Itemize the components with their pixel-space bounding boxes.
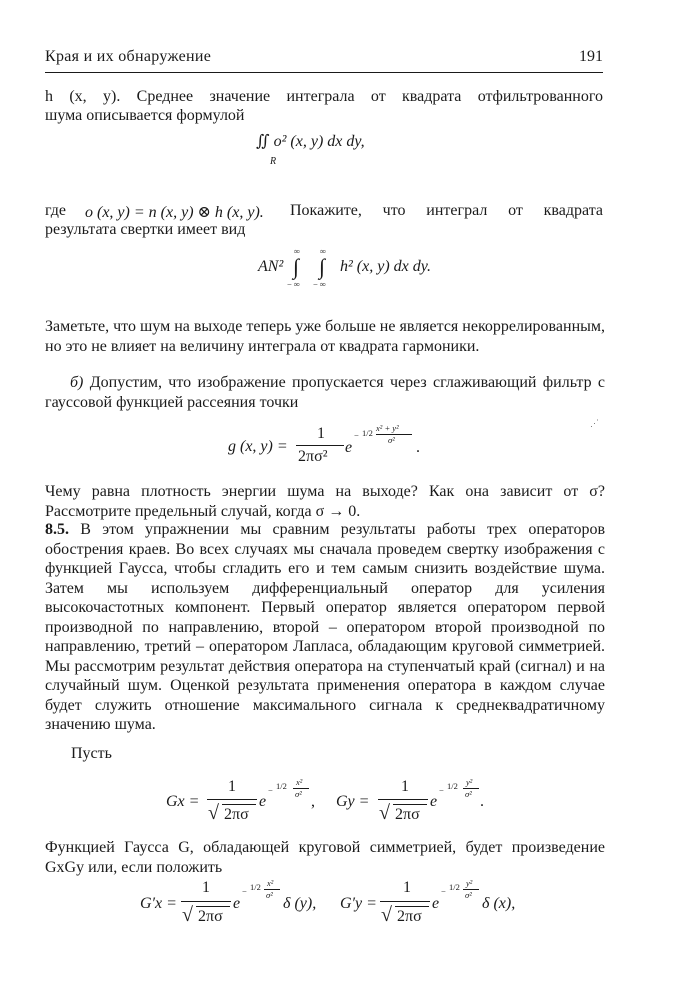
integral2-lower: − ∞: [313, 279, 326, 289]
g-exp-top: x² + y²: [376, 423, 399, 433]
gx-tail: ,: [311, 793, 315, 810]
gy-sqrt-bar: [393, 804, 427, 805]
gpy-tail: δ (x),: [482, 895, 516, 912]
g-denominator: 2πσ²: [298, 448, 328, 465]
integral2-upper: ∞: [320, 246, 327, 256]
formula-region-R: R: [270, 156, 277, 167]
gpy-exp-bottom: σ²: [465, 890, 472, 900]
gpx-numerator: 1: [202, 879, 210, 896]
gpy-exp-half: 1/2: [449, 882, 460, 892]
gpy-sqrt-sign: √: [381, 904, 392, 926]
gauss-paragraph: Функцией Гаусса G, обладающей круговой симметрией, будет произведение GxGy или, если положить: [45, 839, 605, 876]
gpy-e: e: [432, 895, 440, 912]
integral1-sign: ∫: [293, 254, 300, 279]
gpx-lhs: G′x =: [140, 895, 177, 912]
gx-sqrt-bar: [222, 804, 256, 805]
formula-AN2: AN²: [258, 258, 284, 275]
where-rest: Покажите, что интеграл от квадрата: [290, 202, 603, 219]
gpx-sqrt-bar: [196, 906, 230, 907]
g-exp-bottom: σ²: [388, 435, 395, 445]
gpy-exp-top: y²: [466, 878, 473, 888]
gy-sqrt-sign: √: [379, 802, 390, 824]
gx-e: e: [259, 793, 267, 810]
g-e: e: [345, 439, 353, 456]
header-rule: [45, 72, 603, 73]
gy-tail: .: [480, 793, 484, 810]
let-word: Пусть: [71, 745, 112, 762]
formula-h-squared: h² (x, y) dx dy.: [340, 258, 431, 275]
running-header: [45, 48, 603, 70]
where-prefix: где: [45, 202, 67, 219]
g-end: .: [416, 439, 420, 456]
page-number: 191: [579, 48, 603, 65]
gy-exp-bottom: σ²: [465, 789, 472, 799]
scan-speck: ⋰: [590, 418, 599, 428]
gpx-denominator: 2πσ: [198, 908, 223, 925]
gy-e: e: [430, 793, 438, 810]
gpx-fraction-bar: [181, 901, 231, 902]
result-line: результата свертки имеет вид: [45, 221, 246, 238]
g-exp-half: 1/2: [362, 428, 373, 438]
notice-paragraph: Заметьте, что шум на выходе теперь уже больше не является некоррелированным, но это не влияет на величину интеграла от квадрата гармоники.: [45, 318, 605, 355]
gpy-exp-minus: −: [441, 886, 446, 896]
gpx-exp-top: x²: [267, 878, 274, 888]
gpy-fraction-bar: [380, 901, 430, 902]
part-b-label: б): [70, 374, 84, 391]
where-expression: o (x, y) = n (x, y) ⊗ h (x, y).: [85, 204, 264, 221]
gx-exp-bottom: σ²: [295, 789, 302, 799]
gpx-tail: δ (y),: [283, 895, 317, 912]
integral1-lower: − ∞: [287, 279, 300, 289]
gx-sqrt-sign: √: [208, 802, 219, 824]
gpx-exp-minus: −: [242, 886, 247, 896]
gx-numerator: 1: [228, 778, 236, 795]
integral1-upper: ∞: [294, 246, 301, 256]
gy-exp-minus: −: [439, 785, 444, 795]
gy-denominator: 2πσ: [395, 806, 420, 823]
g-lhs: g (x, y) =: [228, 438, 288, 455]
gpx-exp-bottom: σ²: [266, 890, 273, 900]
gpy-numerator: 1: [403, 879, 411, 896]
gy-exp-top: y²: [466, 777, 473, 787]
g-exp-minus: −: [354, 430, 359, 440]
text-line-2: шума описывается формулой: [45, 107, 245, 124]
gpx-sqrt-sign: √: [182, 904, 193, 926]
gpx-e: e: [233, 895, 241, 912]
g-numerator: 1: [317, 425, 325, 442]
gx-fraction-bar: [207, 799, 257, 800]
gx-exp-minus: −: [268, 785, 273, 795]
gpy-denominator: 2πσ: [397, 908, 422, 925]
g-fraction-bar: [296, 445, 344, 446]
gx-exp-top: x²: [296, 777, 303, 787]
gx-exp-half: 1/2: [276, 781, 287, 791]
exercise-paragraph: [45, 520, 605, 735]
chapter-title: Края и их обнаружение: [45, 48, 212, 65]
integral2-sign: ∫: [319, 254, 326, 279]
exercise-text: В этом упражнении мы сравним результаты работы трех операторов обострения краев. Во всех случаях мы сначала проведем свертку изображения с функцией Гаусса, чтобы сгладить его и тем самым снизить воздействие шума. Затем мы используем дифференциальный оператор для усиления высокочастотных компонент. Первый оператор является оператором первой производной по направлению, второй – оператором второй производной по направлению, третий – оператором Лапласа, обладающим круговой симметрией. Мы рассмотрим результат действия оператора на ступенчатый край (сигнал) и на случайный шум. Оценкой результата применения оператора в каждом случае будет служить отношение максимального сигнала к среднеквадратичному значению шума.: [45, 521, 606, 733]
exercise-number: 8.5.: [45, 521, 69, 538]
gy-numerator: 1: [401, 778, 409, 795]
part-b-text: Допустим, что изображение пропускается через сглаживающий фильтр с гауссовой функцией рассеяния точки: [45, 374, 606, 411]
gpx-exp-half: 1/2: [250, 882, 261, 892]
gx-denominator: 2πσ: [224, 806, 249, 823]
gy-fraction-bar: [378, 799, 428, 800]
part-b-paragraph: [45, 373, 605, 412]
question-paragraph: Чему равна плотность энергии шума на выходе? Как она зависит от σ? Рассмотрите предельный случай, когда σ → 0.: [45, 483, 605, 520]
formula-integral-o-squared: ∬ o² (x, y) dx dy,: [256, 133, 365, 150]
gpy-lhs: G′y =: [340, 895, 377, 912]
gx-lhs: Gx =: [166, 793, 200, 810]
gy-exp-half: 1/2: [447, 781, 458, 791]
gy-lhs: Gy =: [336, 793, 370, 810]
text-line-1: h (x, y). Среднее значение интеграла от квадрата отфильтрованного: [45, 88, 603, 105]
gpy-sqrt-bar: [395, 906, 429, 907]
